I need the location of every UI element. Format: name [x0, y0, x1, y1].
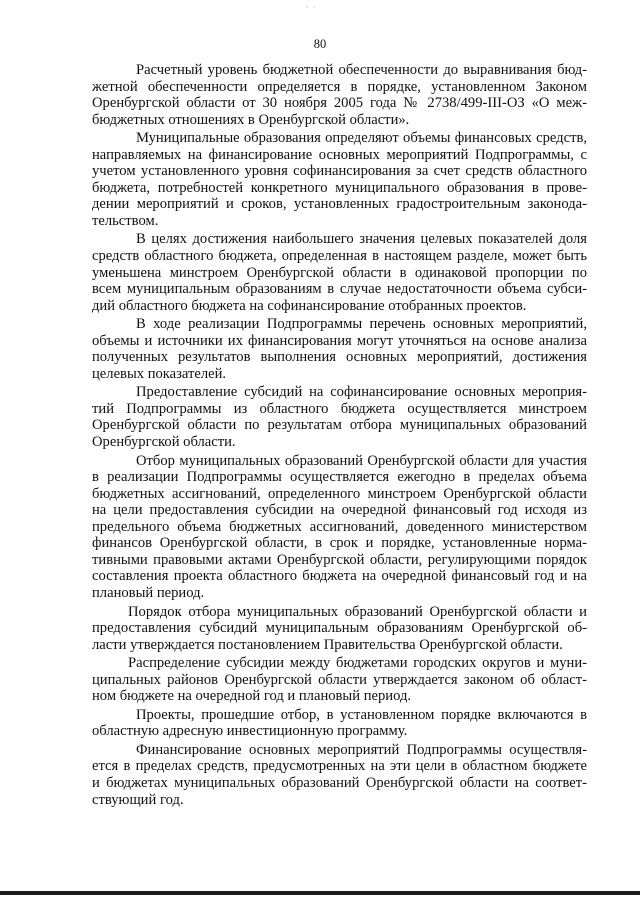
- text-line: дении мероприятий и сроков, установленных градостроительным законода-: [92, 196, 587, 213]
- text-line: объемы и источники их финансирования могут уточняться на основе анализа: [92, 332, 587, 349]
- text-line: Предоставление субсидий на софинансирование основных мероприя-: [136, 384, 587, 401]
- text-line: направляемых на финансирование основных мероприятий Подпрограммы, с: [92, 146, 587, 163]
- text-line: тельством.: [92, 212, 159, 229]
- text-line: и бюджетах муниципальных образований Оренбургской области на соответ-: [92, 774, 587, 791]
- paragraph: [92, 130, 587, 229]
- paragraph: [92, 384, 587, 450]
- scan-mark: · ·: [306, 3, 317, 12]
- text-line: уменьшена минстроем Оренбургской области в одинаковой пропорции по: [92, 264, 587, 281]
- paragraph: [92, 62, 587, 128]
- text-line: Проекты, прошедшие отбор, в установленном порядке включаются в: [136, 706, 587, 723]
- scan-bottom-edge: [0, 891, 640, 895]
- text-line: Финансирование основных мероприятий Подпрограммы осуществля-: [136, 741, 587, 758]
- paragraph: [92, 231, 587, 314]
- text-line: в реализации Подпрограммы осуществляется ежегодно в пределах объема: [92, 469, 587, 486]
- text-line: В ходе реализации Подпрограммы перечень основных мероприятий,: [136, 316, 587, 333]
- text-line: дий областного бюджета на софинансирование отобранных проектов.: [92, 297, 527, 314]
- text-line: Распределение субсидии между бюджетами городских округов и муни-: [128, 655, 587, 672]
- text-line: плановый период.: [92, 584, 205, 601]
- text-line: ласти утверждается постановлением Правительства Оренбургской области.: [92, 636, 563, 653]
- paragraph: [92, 316, 587, 382]
- text-line: В целях достижения наибольшего значения целевых показателей доля: [136, 231, 587, 248]
- text-line: средств областного бюджета, определенная в настоящем разделе, может быть: [92, 248, 587, 265]
- text-line: целевых показателей.: [92, 365, 227, 382]
- document-body: [92, 62, 587, 808]
- text-line: бюджетных отношениях в Оренбургской области».: [92, 111, 410, 128]
- text-line: ном бюджете на очередной год и плановый период.: [92, 688, 412, 705]
- text-line: ствующий год.: [92, 791, 184, 808]
- text-line: бюджета, потребностей конкретного муниципального образования в прове-: [92, 179, 587, 196]
- text-line: составления проекта областного бюджета на очередной финансовый год и на: [92, 568, 587, 585]
- text-line: Отбор муниципальных образований Оренбургской области для участия: [136, 452, 587, 469]
- text-line: Муниципальные образования определяют объемы финансовых средств,: [136, 130, 587, 147]
- text-line: Оренбургской области от 30 ноября 2005 года № 2738/499-III-ОЗ «О меж-: [92, 95, 587, 112]
- text-line: предоставления субсидий муниципальным образованиям Оренбургской об-: [92, 620, 587, 637]
- paragraph: [92, 604, 587, 654]
- text-line: всем муниципальным образованиям в случае недостаточности объема субси-: [92, 281, 587, 298]
- text-line: ципальных районов Оренбургской области утверждается законом об област-: [92, 671, 587, 688]
- paragraph: [92, 707, 587, 740]
- text-line: Расчетный уровень бюджетной обеспеченности до выравнивания бюд-: [136, 62, 587, 78]
- text-line: областную адресную инвестиционную программу.: [92, 723, 408, 740]
- text-line: на цели предоставления субсидии на очередной финансовый год исходя из: [92, 502, 587, 519]
- text-line: бюджетных ассигнований, определенного минстроем Оренбургской области: [92, 485, 587, 502]
- text-line: тивными правовыми актами Оренбургской области, регулирующими порядок: [92, 551, 587, 568]
- text-line: тий Подпрограммы из областного бюджета осуществляется минстроем: [92, 400, 587, 417]
- page-number: 80: [313, 37, 327, 51]
- text-line: Оренбургской области.: [92, 434, 236, 451]
- text-line: финансов Оренбургской области, в срок и порядке, установленные норма-: [92, 535, 587, 552]
- text-line: учетом установленного уровня софинансирования за счет средств областного: [92, 163, 587, 180]
- paragraph: [92, 453, 587, 602]
- text-line: полученных результатов выполнения основных мероприятий, достижения: [92, 349, 587, 366]
- text-line: ется в пределах средств, предусмотренных на эти цели в областном бюджете: [92, 758, 587, 775]
- paragraph: [92, 742, 587, 808]
- paragraph: [92, 655, 587, 705]
- text-line: жетной обеспеченности определяется в порядке, установленном Законом: [92, 78, 587, 95]
- text-line: предельного объема бюджетных ассигнований, доведенного министерством: [92, 518, 587, 535]
- text-line: Оренбургской области по результатам отбора муниципальных образований: [92, 417, 587, 434]
- text-line: Порядок отбора муниципальных образований Оренбургской области и: [128, 603, 587, 620]
